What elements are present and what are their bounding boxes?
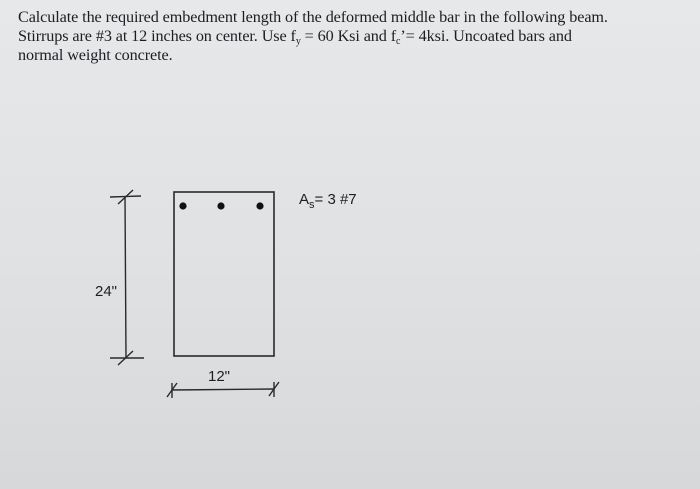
beam-cross-section — [174, 192, 274, 356]
width-dimension-label: 12" — [208, 368, 231, 385]
problem-line-2-text-b: = 60 Ksi and f — [300, 27, 397, 45]
steel-area-label — [299, 191, 357, 211]
as-subscript: s — [309, 199, 315, 211]
problem-line-3: normal weight concrete. — [18, 46, 173, 64]
fc-subscript: c — [396, 36, 401, 47]
rebar-middle — [217, 202, 224, 209]
as-value: = 3 #7 — [314, 191, 357, 208]
fy-subscript: y — [295, 36, 301, 47]
problem-line-2-text-c: ’= 4ksi. Uncoated bars and — [400, 27, 572, 45]
rebar-right — [256, 202, 263, 209]
problem-line-1: Calculate the required embedment length of the deformed middle bar in the following beam. — [18, 8, 608, 26]
rebar-left — [179, 202, 186, 209]
problem-line-2-text-a: Stirrups are #3 at 12 inches on center. Use f — [18, 27, 296, 45]
height-dimension-label: 24" — [95, 283, 118, 300]
as-symbol: A — [299, 191, 310, 208]
height-dimension-line — [110, 190, 144, 365]
